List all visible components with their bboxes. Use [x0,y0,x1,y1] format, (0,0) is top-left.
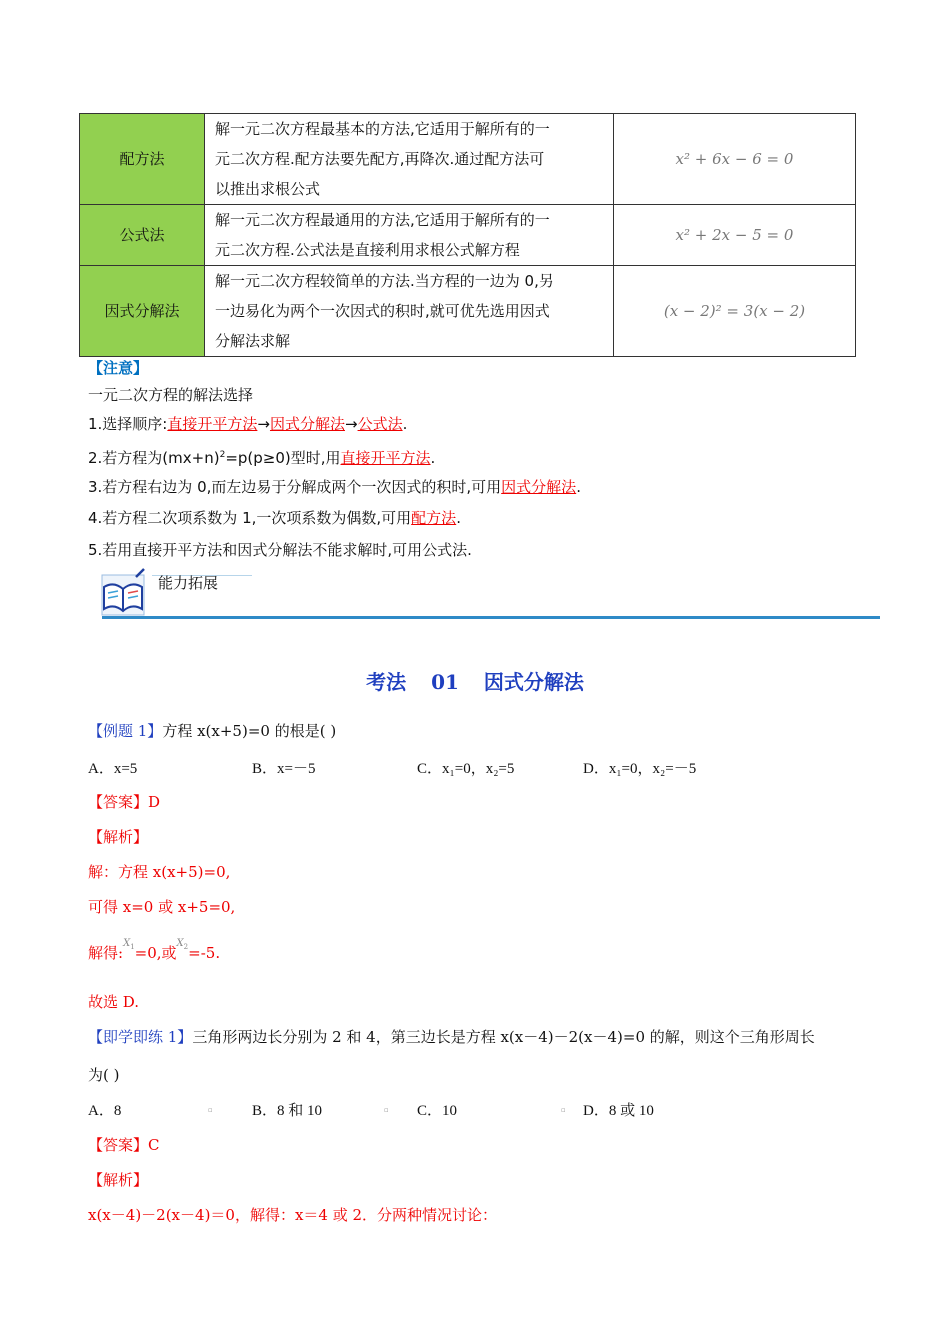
desc-line: 一边易化为两个一次因式的积时,就可优先选用因式 [215,302,550,320]
method-example: x² + 2x − 5 = 0 [614,205,856,266]
option-c: C．x₁=0，x₂=5 [417,761,515,777]
note-text: 2.若方程为(mx+n) [88,449,220,467]
desc-line: 以推出求根公式 [215,180,321,198]
answer-line [88,791,160,813]
analysis-line: x(x－4)－2(x－4)＝0，解得：x＝4 或 2．分两种情况讨论： [88,1206,498,1224]
answer-value: D [148,793,161,811]
desc-line: 解一元二次方程最通用的方法,它适用于解所有的一 [215,211,550,229]
note-item-2 [88,445,435,468]
method-description [205,114,614,205]
subscript: 1 [130,943,135,951]
marker: ▫ [208,1106,213,1114]
method-description [205,266,614,357]
method-link: 因式分解法 [269,415,345,433]
method-link: 配方法 [411,509,457,527]
desc-line: 元二次方程.配方法要先配方,再降次.通过配方法可 [215,150,545,168]
arrow: → [257,415,270,433]
option-b: B．x=－5 [252,761,316,777]
solution-text: =0,或 [134,944,177,962]
marker: ▫ [561,1106,566,1114]
desc-line: 分解法求解 [215,332,291,350]
method-link: 直接开平方法 [167,415,258,433]
period: . [430,449,436,467]
note-text: 1.选择顺序: [88,415,168,433]
note-item-1 [88,414,407,434]
answer-value: C [148,1136,160,1154]
method-link: 公式法 [357,415,403,433]
solution-line [88,938,221,967]
solution-text: =-5. [188,944,221,962]
open-book-icon [100,567,146,617]
marker: ▫ [384,1106,389,1114]
analysis-line: 解：方程 x(x+5)=0, [88,863,231,881]
answer-tag: 【答案】 [88,1136,149,1154]
note-text: =p(p≥0)型时,用 [225,449,341,467]
note-text: 3.若方程右边为 0,而左边易于分解成两个一次因式的积时,可用 [88,478,502,496]
period: . [576,478,581,496]
option-d: D．8 或 10 [583,1103,654,1119]
period: . [456,509,461,527]
practice-tag: 【即学即练 1】 [88,1028,193,1046]
option-b: B．8 和 10 [252,1103,323,1119]
analysis-tag: 【解析】 [88,828,149,846]
variable-x2: X [176,938,184,949]
question-text: 方程 x(x+5)=0 的根是( ) [162,722,337,740]
table-row [80,205,856,266]
note-heading: 【注意】 [88,359,149,377]
answer-tag: 【答案】 [88,793,149,811]
answer-line [88,1134,160,1156]
method-name: 配方法 [80,114,205,205]
option-c: C．10 [417,1103,458,1119]
desc-line: 元二次方程.公式法是直接利用求根公式解方程 [215,241,520,259]
note-item-5: 5.若用直接开平方法和因式分解法不能求解时,可用公式法. [88,541,472,559]
method-link: 因式分解法 [501,478,577,496]
section-title: 考法 01 因式分解法 [366,670,584,694]
method-example: x² + 6x − 6 = 0 [614,114,856,205]
conclusion: 故选 D. [88,993,140,1011]
analysis-line: 可得 x=0 或 x+5=0, [88,898,236,916]
example-tag: 【例题 1】 [88,722,163,740]
desc-line: 解一元二次方程最基本的方法,它适用于解所有的一 [215,120,550,138]
note-intro: 一元二次方程的解法选择 [88,386,254,404]
table-row [80,266,856,357]
question-text-2: 为( ) [88,1066,120,1084]
method-name: 因式分解法 [80,266,205,357]
example-question [88,720,336,742]
period: . [402,415,408,433]
subscript: 2 [183,943,189,951]
arrow: → [344,415,358,433]
option-a: A．x=5 [88,761,138,777]
divider [102,616,880,619]
method-description [205,205,614,266]
extension-label: 能力拓展 [158,574,219,592]
desc-line: 解一元二次方程较简单的方法.当方程的一边为 0,另 [215,272,554,290]
note-item-3 [88,477,581,497]
method-link: 直接开平方法 [340,449,431,467]
analysis-tag: 【解析】 [88,1171,149,1189]
table-row [80,114,856,205]
method-example: (x − 2)² = 3(x − 2) [614,266,856,357]
note-text: 4.若方程二次项系数为 1,一次项系数为偶数,可用 [88,509,412,527]
option-a: A．8 [88,1103,122,1119]
method-name: 公式法 [80,205,205,266]
practice-question [88,1026,868,1048]
methods-table [79,113,856,357]
superscript: 2 [219,450,226,460]
option-d: D．x₁=0，x₂=－5 [583,761,697,777]
solution-text: 解得: [88,944,124,962]
question-text: 三角形两边长分别为 2 和 4，第三边长是方程 x(x－4)－2(x－4)=0 的解，则这个三角形周长 [192,1028,815,1046]
variable-x1: X [123,938,131,949]
note-item-4 [88,508,461,528]
